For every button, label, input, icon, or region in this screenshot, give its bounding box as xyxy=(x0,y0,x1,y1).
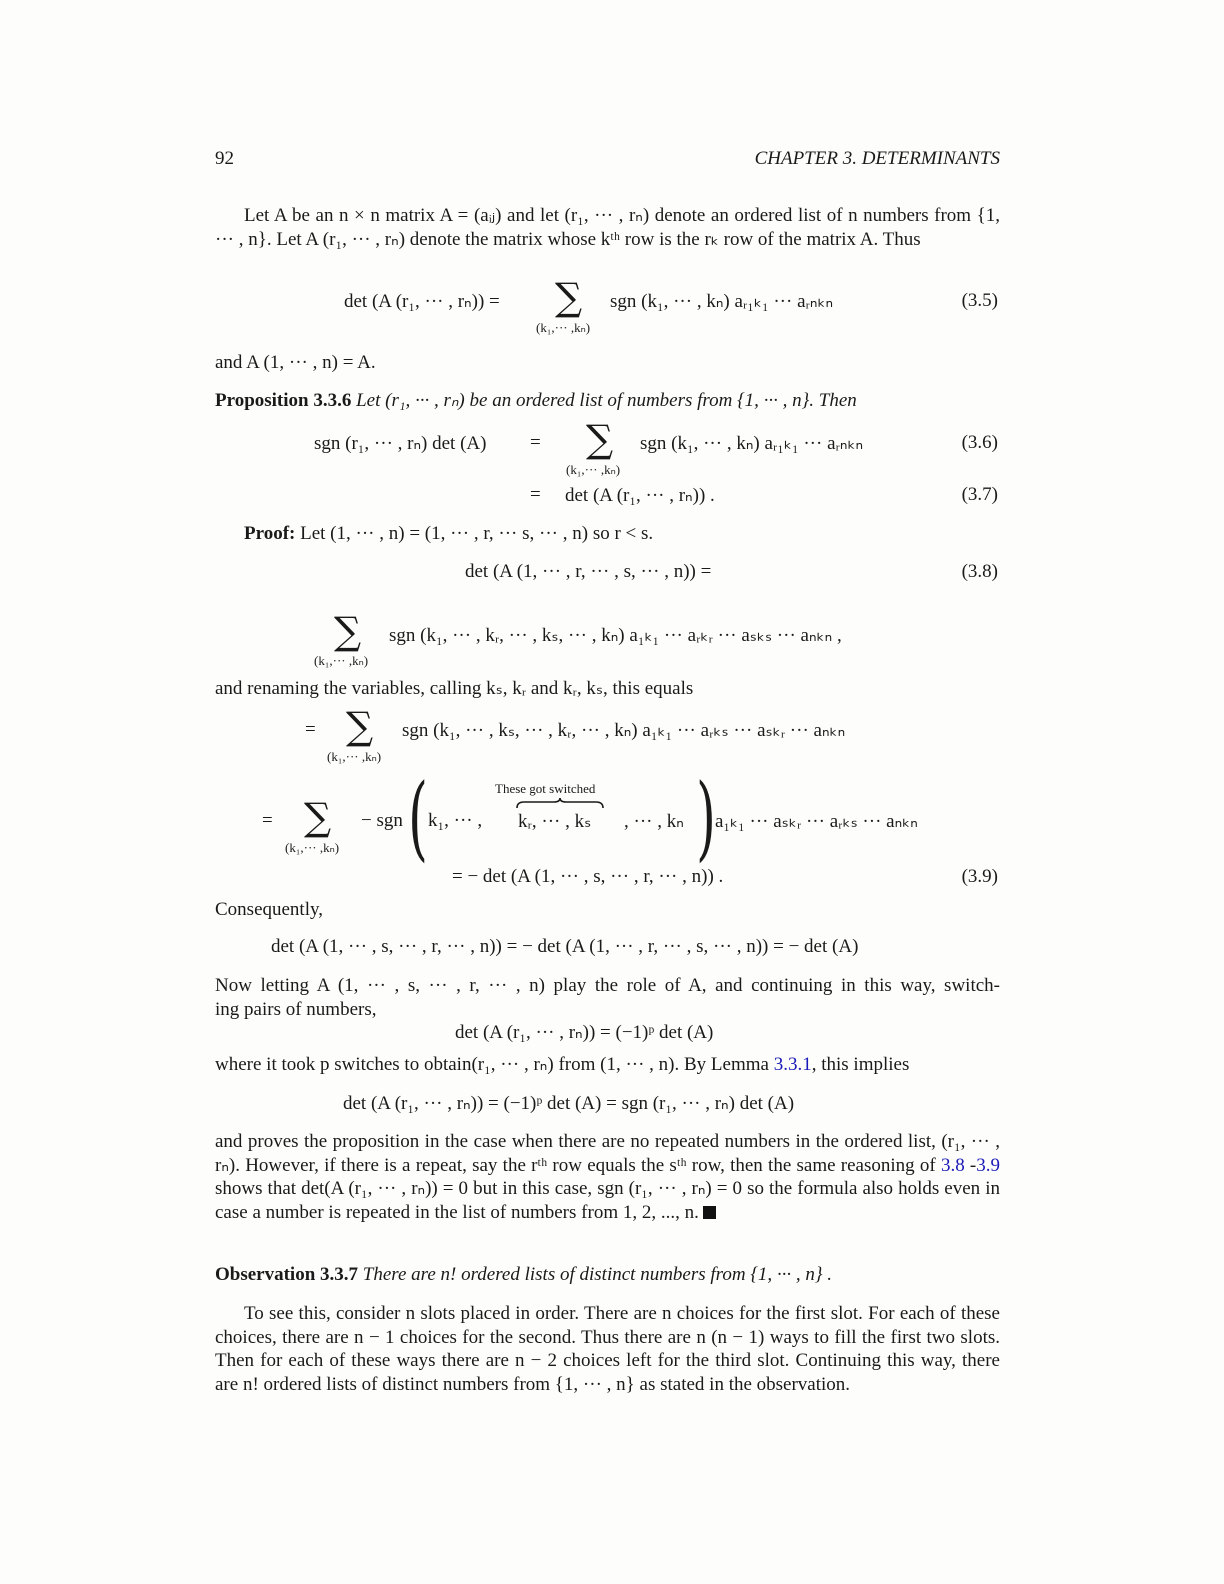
eq-3-7-equals: = xyxy=(530,484,541,505)
eq-3-5-lhs: det (A (r₁, ··· , rₙ)) = xyxy=(344,291,500,312)
summation-icon: ∑ xyxy=(334,609,362,653)
intro-paragraph: Let A be an n × n matrix A = (aᵢⱼ) and let (r₁, ··· , rₙ) denote an ordered list of n numbers from {1, ··· , n}. Let A (r₁, ··· , rₙ) denote the matrix whose kᵗʰ row is the rₖ row of the matrix A. Thus xyxy=(215,205,1000,250)
eq-number-3-8: (3.8) xyxy=(961,561,998,582)
page-number: 92 xyxy=(215,148,234,169)
after-eq-3-5: and A (1, ··· , n) = A. xyxy=(215,352,376,373)
eq-consequently: det (A (1, ··· , s, ··· , r, ··· , n)) = − det (A (1, ··· , r, ··· , s, ··· , n)) = − det (A) xyxy=(271,936,859,957)
eq-switched-neg-sgn: − sgn xyxy=(361,810,403,831)
eq-renamed-equals: = xyxy=(305,719,316,740)
eq-number-3-7: (3.7) xyxy=(961,484,998,505)
eq-switched-braced: kᵣ, ··· , kₛ xyxy=(518,811,592,832)
overbrace-icon xyxy=(516,797,604,809)
proposition-3-3-6 xyxy=(215,389,1000,413)
consequently-text: Consequently, xyxy=(215,899,324,920)
eq-3-6-lhs: sgn (r₁, ··· , rₙ) det (A) xyxy=(314,433,487,454)
right-paren-icon: ) xyxy=(696,764,716,871)
where-it-took-before: where it took p switches to obtain(r₁, ··· , rₙ) from (1, ··· , n). By Lemma xyxy=(215,1054,774,1075)
eq-3-6-equals: = xyxy=(530,432,541,453)
eq-3-8-sum-limits: (k₁,··· ,kₙ) xyxy=(314,653,369,668)
proves-part-1: and proves the proposition in the case when there are no repeated numbers in the ordered list, (r₁, ··· , rₙ). However, if there is a repeat, say the rᵗʰ row equals the sᵗʰ row, then the same reasoning of xyxy=(215,1131,1000,1176)
where-it-took-text xyxy=(215,1053,1000,1077)
eq-number-3-5: (3.5) xyxy=(961,290,998,311)
eq-switched-tail: a₁ₖ₁ ··· aₛₖᵣ ··· aᵣₖₛ ··· aₙₖₙ xyxy=(715,811,918,832)
proof-text: Let (1, ··· , n) = (1, ··· , r, ··· s, ··· , n) so r < s. xyxy=(300,523,654,544)
eq-switched-sum-limits: (k₁,··· ,kₙ) xyxy=(285,840,340,855)
eq-3-7-rhs: det (A (r₁, ··· , rₙ)) . xyxy=(565,485,715,506)
proof-intro xyxy=(244,522,653,546)
proof-label: Proof: xyxy=(244,523,296,544)
eq-3-5-sum-limits: (k₁,··· ,kₙ) xyxy=(536,320,591,335)
now-letting-line-2: ing pairs of numbers, xyxy=(215,998,377,1020)
observation-label: Observation 3.3.7 xyxy=(215,1264,359,1285)
proposition-statement: Let (r₁, ··· , rₙ) be an ordered list of numbers from {1, ··· , n}. Then xyxy=(356,390,857,411)
now-letting-paragraph xyxy=(215,974,1000,1021)
proves-paragraph xyxy=(215,1130,1000,1225)
eq-3-8-lhs: det (A (1, ··· , r, ··· , s, ··· , n)) = xyxy=(465,561,712,582)
eq-switched-part1: k₁, ··· , xyxy=(428,810,483,831)
summation-icon: ∑ xyxy=(346,704,374,748)
proves-mid: - xyxy=(964,1154,977,1176)
eq-3-6-rhs: sgn (k₁, ··· , kₙ) aᵣ₁ₖ₁ ··· aᵣₙₖₙ xyxy=(640,433,864,454)
eq-renamed-sum-limits: (k₁,··· ,kₙ) xyxy=(327,749,382,764)
summation-icon: ∑ xyxy=(304,795,332,839)
eq-3-9-link[interactable]: 3.9 xyxy=(976,1154,1001,1176)
now-letting-line-1: Now letting A (1, ··· , s, ··· , r, ··· , n) play the role of A, and continuing in this way, switch- xyxy=(215,975,1000,996)
proves-part-2: shows that det(A (r₁, ··· , rₙ)) = 0 but in this case, sgn (r₁, ··· , rₙ) = 0 so the formula also holds even in case a number is repeated in the list of numbers from 1, 2, ..., n. xyxy=(215,1178,1000,1224)
eq-switched-equals: = xyxy=(262,810,273,831)
qed-square-icon xyxy=(703,1206,716,1219)
where-it-took-after: , this implies xyxy=(811,1054,910,1075)
eq-3-8-rhs: sgn (k₁, ··· , kᵣ, ··· , kₛ, ··· , kₙ) a₁ₖ₁ ··· aᵣₖᵣ ··· aₛₖₛ ··· aₙₖₙ , xyxy=(389,625,842,646)
proposition-label: Proposition 3.3.6 xyxy=(215,390,352,411)
brace-label: These got switched xyxy=(495,781,596,796)
running-header-chapter: CHAPTER 3. DETERMINANTS xyxy=(754,148,1000,169)
eq-renamed-rhs: sgn (k₁, ··· , kₛ, ··· , kᵣ, ··· , kₙ) a₁ₖ₁ ··· aᵣₖₛ ··· aₛₖᵣ ··· aₙₖₙ xyxy=(402,720,846,741)
observation-3-3-7 xyxy=(215,1263,1000,1287)
eq-3-8-link[interactable]: 3.8 xyxy=(940,1154,965,1176)
renaming-text: and renaming the variables, calling kₛ, kᵣ and kᵣ, kₛ, this equals xyxy=(215,678,694,699)
eq-3-5-rhs: sgn (k₁, ··· , kₙ) aᵣ₁ₖ₁ ··· aᵣₙₖₙ xyxy=(610,291,834,312)
eq-switched-part2: , ··· , kₙ xyxy=(624,811,684,832)
to-see-this-paragraph: To see this, consider n slots placed in order. There are n choices for the first slot. For each of these choices, there are n − 1 choices for the second. Thus there are n (n − 1) ways to fill the first two slots. Then for each of these ways there are n − 2 choices left for the third slot. Continuing this way, there are n! ordered lists of distinct numbers from {1, ··· , n} as stated in the observation. xyxy=(215,1303,1000,1396)
eq-power: det (A (r₁, ··· , rₙ)) = (−1)ᵖ det (A) xyxy=(455,1022,714,1043)
left-paren-icon: ( xyxy=(408,764,428,871)
lemma-3-3-1-link[interactable]: 3.3.1 xyxy=(773,1054,812,1075)
eq-3-6-sum-limits: (k₁,··· ,kₙ) xyxy=(566,462,621,477)
eq-number-3-9: (3.9) xyxy=(961,866,998,887)
eq-3-9-rhs: = − det (A (1, ··· , s, ··· , r, ··· , n)) . xyxy=(452,866,724,887)
summation-icon: ∑ xyxy=(586,417,614,461)
summation-icon: ∑ xyxy=(555,275,583,319)
eq-number-3-6: (3.6) xyxy=(961,432,998,453)
observation-statement: There are n! ordered lists of distinct numbers from {1, ··· , n} . xyxy=(362,1264,833,1285)
eq-implies: det (A (r₁, ··· , rₙ)) = (−1)ᵖ det (A) = sgn (r₁, ··· , rₙ) det (A) xyxy=(343,1093,795,1114)
